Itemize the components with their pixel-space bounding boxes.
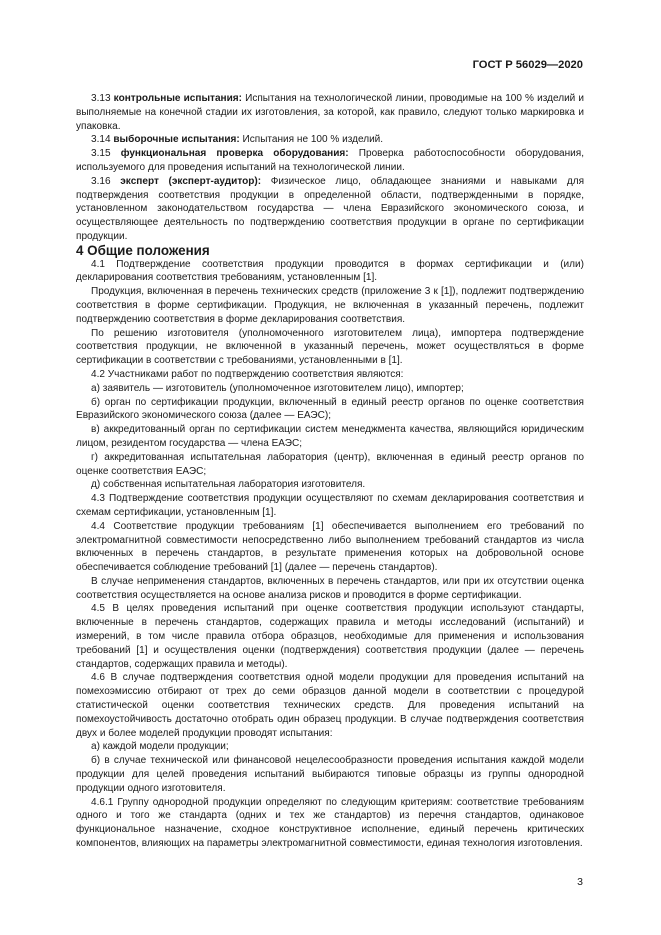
- definition-3-13: 3.13 контрольные испытания: Испытания на технологической линии, проводимые на 100 % изделий и выполняемые на конечной стадии их изготовления, за которой, как правило, следуют только маркировка и упаковка.: [76, 93, 585, 132]
- definition-term: выборочные испытания:: [113, 134, 240, 146]
- paragraph: 4.1 Подтверждение соответствия продукции проводится в формах сертификации и (или) декларирования соответствия требованиям, установленным [1].: [76, 258, 584, 284]
- section-title: 4 Общие положения: [76, 242, 210, 258]
- definition-3-14: 3.14 выборочные испытания: Испытания не 100 % изделий.: [91, 134, 384, 146]
- list-item: б) орган по сертификации продукции, включенный в единый реестр органов по оценке соответствия Евразийского экономического союза (далее — ЕАЭС);: [76, 396, 584, 422]
- list-item: а) каждой модели продукции;: [91, 741, 229, 753]
- paragraph: По решению изготовителя (уполномоченного изготовителем лица), импортера подтверждение соответствия продукции, не включенной в указанный перечень, может осуществляться в форме сертификации в соответствии с требованиями, установленными в [1].: [76, 327, 584, 367]
- list-item: г) аккредитованная испытательная лаборатория (центр), включенная в единый реестр органов по оценке соответствия ЕАЭС;: [76, 451, 584, 477]
- definition-3-16: 3.16 эксперт (эксперт-аудитор): Физическое лицо, обладающее знаниями и навыками для подтверждения соответствия продукции в определенной области, подтвержденными в порядке, установленном законодательством государства — члена Евразийского экономического союза, и осуществляющее деятельность по подтверждению соответствия продукции в органе по сертификации продукции.: [76, 175, 585, 242]
- paragraph: 4.2 Участниками работ по подтверждению соответствия являются:: [91, 368, 404, 380]
- page-number: 3: [577, 876, 583, 888]
- paragraph: В случае неприменения стандартов, включенных в перечень стандартов, или при их отсутствии оценка соответствия осуществляется на основе анализа рисков и проводится в форме сертификации.: [76, 575, 584, 601]
- paragraph: 4.6 В случае подтверждения соответствия одной модели продукции для проведения испытаний на помехоэмиссию отбирают от трех до семи образцов данной модели в соответствии с процедурой статистической оценки соответствия технических средств. Для проведения испытаний на помехоустойчивость достаточно отобрать один образец продукции. В случае подтверждения соответствия двух и более моделей продукции проводят испытания:: [76, 672, 584, 739]
- page-content: [76, 92, 584, 851]
- definition-term: контрольные испытания:: [113, 93, 242, 104]
- paragraph: 4.4 Соответствие продукции требованиям [1] обеспечивается выполнением его требований по электромагнитной совместимости непосредственно либо выполнением требований стандартов из числа включенных в перечень стандартов, в результате применения которых на добровольной основе обеспечивается соблюдение требований [1] (далее — перечень стандартов).: [76, 520, 584, 574]
- definition-3-15: 3.15 функциональная проверка оборудования: Проверка работоспособности оборудования, используемого для проведения испытаний на технологической линии.: [76, 148, 585, 173]
- paragraph: 4.6.1 Группу однородной продукции определяют по следующим критериям: соответствие требованиям одного и того же стандарта (одних и тех же стандартов) из перечня стандартов, одинаковое функциональное назначение, сходное конструктивное исполнение, единый перечень критических компонентов, влияющих на параметры электромагнитной совместимости, единая технология изготовления.: [76, 796, 584, 850]
- paragraph: 4.5 В целях проведения испытаний при оценке соответствия продукции используют стандарты, включенные в перечень стандартов, содержащих правила и методы исследований (испытаний) и измерений, в том числе правила отбора образцов, необходимые для применения и использования требований [1] и осуществления оценки (подтверждения) соответствия продукции (далее — перечень стандартов, содержащих правила и методы).: [76, 603, 584, 670]
- list-item: б) в случае технической или финансовой нецелесообразности проведения испытания каждой модели продукции для целей проведения испытаний выбираются типовые образцы из группы однородной продукции одного изготовителя.: [76, 755, 584, 794]
- paragraph: 4.3 Подтверждение соответствия продукции осуществляют по схемам декларирования соответствия и схемам сертификации, установленным [1].: [76, 493, 584, 518]
- list-item: д) собственная испытательная лаборатория изготовителя.: [91, 479, 366, 491]
- definition-term: функциональная проверка оборудования:: [120, 148, 349, 160]
- paragraph: Продукция, включенная в перечень технических средств (приложение 3 к [1]), подлежит подтверждению соответствия в форме сертификации. Продукция, не включенная в указанный перечень, подлежит подтверждению соответствия в форме декларирования соответствия.: [76, 286, 584, 325]
- list-item: в) аккредитованный орган по сертификации систем менеджмента качества, являющийся юридическим лицом, резидентом государства — члена ЕАЭС;: [76, 424, 584, 449]
- list-item: а) заявитель — изготовитель (уполномоченное изготовителем лицо), импортер;: [91, 382, 464, 394]
- standard-id-header: ГОСТ Р 56029—2020: [472, 59, 583, 71]
- definition-term: эксперт (эксперт-аудитор):: [120, 175, 262, 187]
